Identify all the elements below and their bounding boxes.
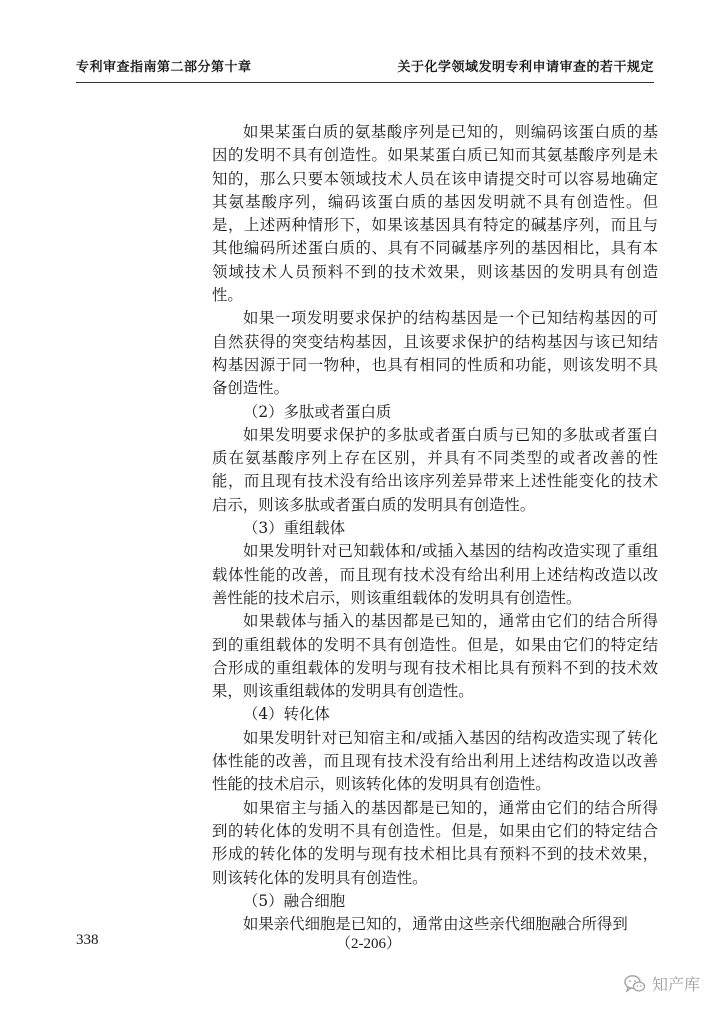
section-heading: （5）融合细胞: [243, 891, 346, 910]
body-paragraph: 如果宿主与插入的基因都是已知的，通常由它们的结合所得到的转化体的发明不具有创造性。但是，如果由它们的特定结合形成的转化体的发明与现有技术相比具有预料不到的技术效果，则该转化体的发明具有创造性。: [212, 798, 658, 887]
body-paragraph: 如果发明要求保护的多肽或者蛋白质与已知的多肽或者蛋白质在氨基酸序列上存在区别，并具有不同类型的或者改善的性能，而且现有技术没有给出该序列差异带来上述性能变化的技术启示，则该多肽或者蛋白质的发明具有创造性。: [212, 425, 658, 514]
watermark: [624, 972, 700, 995]
body-paragraph: 如果发明针对已知宿主和/或插入基因的结构改造实现了转化体性能的改善，而且现有技术没有给出利用上述结构改造以改善性能的技术启示，则该转化体的发明具有创造性。: [212, 728, 658, 794]
body-paragraph: 如果亲代细胞是已知的，通常由这些亲代细胞融合所得到: [243, 915, 628, 934]
wechat-icon: [624, 974, 646, 994]
section-heading: （3）重组载体: [243, 519, 346, 538]
page-number: 338: [76, 932, 99, 948]
header-chapter-title: 专利审查指南第二部分第十章: [76, 60, 252, 75]
section-heading: （4）转化体: [243, 705, 330, 724]
page-header: [76, 56, 654, 80]
section-heading: （2）多肽或者蛋白质: [243, 402, 392, 421]
body-paragraph: 如果一项发明要求保护的结构基因是一个已知结构基因的可自然获得的突变结构基因，且该要求保护的结构基因与该已知结构基因源于同一物种，也具有相同的性质和功能，则该发明不具备创造性。: [212, 309, 658, 398]
watermark-text: 知产库: [651, 975, 700, 994]
header-section-title: 关于化学领域发明专利申请审查的若干规定: [397, 60, 654, 75]
body-paragraph: 如果发明针对已知载体和/或插入基因的结构改造实现了重组载体性能的改善，而且现有技术没有给出利用上述结构改造以改善性能的技术启示，则该重组载体的发明具有创造性。: [212, 542, 658, 607]
body-paragraph: 如果载体与插入的基因都是已知的，通常由它们的结合所得到的重组载体的发明不具有创造性。但是，如果由它们的特定结合形成的重组载体的发明与现有技术相比具有预料不到的技术效果，则该重组载体的发明具有创造性。: [212, 612, 658, 701]
header-divider: [76, 82, 654, 83]
body-paragraph: 如果某蛋白质的氨基酸序列是已知的，则编码该蛋白质的基因的发明不具有创造性。如果某蛋白质已知而其氨基酸序列是未知的，那么只要本领域技术人员在该申请提交时可以容易地确定其氨基酸序列，编码该蛋白质的基因发明就不具有创造性。但是，上述两种情形下，如果该基因具有特定的碱基序列，而且与其他编码所述蛋白质的、具有不同碱基序列的基因相比，具有本领域技术人员预料不到的技术效果，则该基因的发明具有创造性。: [212, 123, 658, 305]
body-text: [212, 121, 658, 936]
section-page-number: （2-206）: [336, 936, 401, 952]
